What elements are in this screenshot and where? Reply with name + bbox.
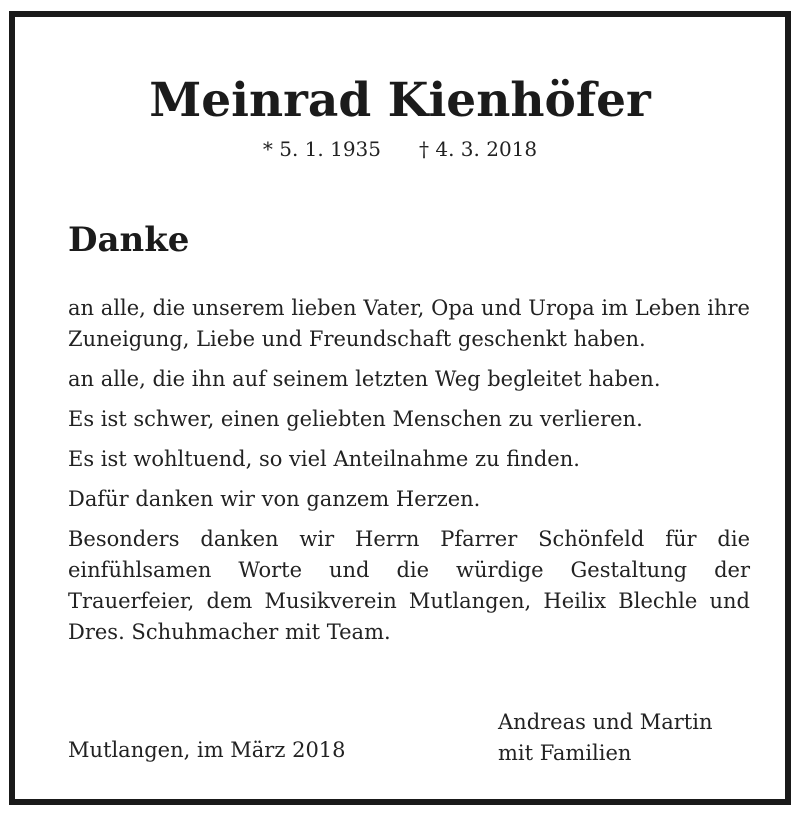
- life-dates: [15, 137, 785, 161]
- paragraph-3: Es ist schwer, einen geliebten Menschen zu verlieren.: [68, 407, 643, 431]
- thanks-heading: Danke: [68, 220, 190, 260]
- place-date: Mutlangen, im März 2018: [68, 738, 346, 762]
- paragraph-1: an alle, die unserem lieben Vater, Opa und Uropa im Leben ihre Zuneigung, Liebe und Freundschaft geschenkt haben.: [68, 296, 750, 351]
- signature-line-2: mit Familien: [498, 741, 632, 765]
- deceased-name: Meinrad Kienhöfer: [149, 73, 651, 128]
- paragraph-4: Es ist wohltuend, so viel Anteilnahme zu finden.: [68, 447, 580, 471]
- obituary-frame: [9, 11, 791, 805]
- signature-line-1: Andreas und Martin: [498, 710, 713, 734]
- paragraph-6: Besonders danken wir Herrn Pfarrer Schönfeld für die einfühlsamen Worte und die würdige Gestaltung der Trauerfeier, dem Musikverein Mutlangen, Heilix Blechle und Dres. Schuhmacher mit Team.: [68, 527, 750, 644]
- paragraph-5: Dafür danken wir von ganzem Herzen.: [68, 487, 481, 511]
- death-date: † 4. 3. 2018: [419, 137, 538, 161]
- thanks-body: [68, 293, 750, 657]
- signature: [498, 707, 712, 769]
- birth-date: * 5. 1. 1935: [262, 137, 381, 161]
- paragraph-2: an alle, die ihn auf seinem letzten Weg begleitet haben.: [68, 367, 661, 391]
